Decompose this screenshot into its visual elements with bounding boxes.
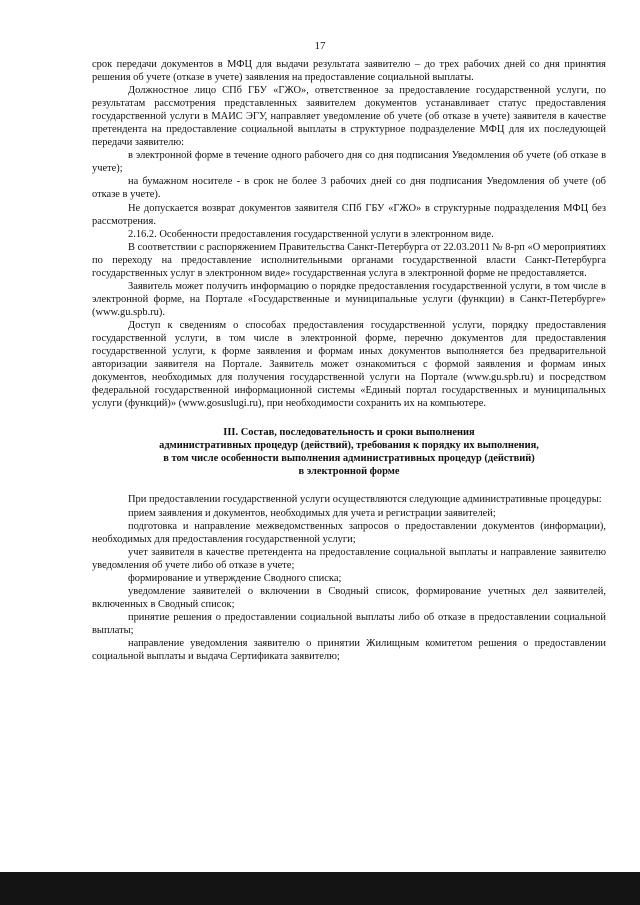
paragraph: Не допускается возврат документов заявителя СПб ГБУ «ГЖО» в структурные подразделения МФЦ без рассмотрения. — [92, 202, 606, 227]
list-item: формирование и утверждение Сводного списка; — [128, 572, 342, 584]
section-heading-line: административных процедур (действий), требования к порядку их выполнения, — [159, 440, 539, 452]
paragraph: Должностное лицо СПб ГБУ «ГЖО», ответственное за предоставление государственной услуги, по результатам рассмотрения представленных заявителем документов устанавливает статус предоставления государственной услуги в МАИС ЭГУ, направляет уведомление об учете (об отказе в учете) заявителя в качестве претендента на предоставление социальной выплаты в структурное подразделение МФЦ для их последующей передачи заявителю: — [92, 85, 606, 149]
list-item: уведомление заявителей о включении в Сводный список, формирование учетных дел заявителей, включенных в Сводный список; — [92, 585, 606, 610]
paragraph: срок передачи документов в МФЦ для выдачи результата заявителю – до трех рабочих дней со дня принятия решения об учете (отказе в учете) заявления на предоставление социальной выплаты. — [92, 59, 606, 84]
list-item: направление уведомления заявителю о принятии Жилищным комитетом решения о предоставлении социальной выплаты и выдача Сертификата заявителю; — [92, 637, 606, 663]
list-item: подготовка и направление межведомственных запросов о предоставлении документов (информации), необходимых для предоставления государственной услуги; — [92, 520, 606, 545]
section-heading-line: в электронной форме — [298, 466, 400, 478]
paragraph: В соответствии с распоряжением Правительства Санкт-Петербурга от 22.03.2011 № 8-рп «О мероприятиях по переходу на предоставление исполнительными органами государственной власти Санкт-Петербурга государственных услуг в электронном виде» государственная услуга в электронной форме не предоставляется. — [92, 241, 606, 279]
list-item: прием заявления и документов, необходимых для учета и регистрации заявителей; — [128, 507, 496, 519]
paragraph: в электронной форме в течение одного рабочего дня со дня подписания Уведомления об учете (об отказе в учете); — [92, 150, 606, 175]
section-heading-line: в том числе особенности выполнения административных процедур (действий) — [163, 453, 535, 465]
section-heading — [92, 426, 606, 478]
paragraph: Заявитель может получить информацию о порядке предоставления государственной услуги, в том числе в электронной форме, на Портале «Государственные и муниципальные услуги (функции) в Санкт-Петербурге» (www.gu.spb.ru). — [92, 280, 606, 318]
section-heading-line: III. Состав, последовательность и сроки выполнения — [223, 427, 475, 439]
paragraph: 2.16.2. Особенности предоставления государственной услуги в электронном виде. — [128, 228, 494, 240]
paragraph: на бумажном носителе - в срок не более 3 рабочих дней со дня подписания Уведомления об учете (об отказе в учете). — [92, 176, 606, 201]
paragraph: Доступ к сведениям о способах предоставления государственной услуги, порядку предоставления государственной услуги, в том числе в электронной форме, перечню документов для предоставления государственной услуги, к форме заявления и формам иных документов выполняется без предварительной авторизации заявителя на Портале. Заявитель может ознакомиться с формой заявления и формам иных документов, необходимых для получения государственной услуги на Портале (www.gu.spb.ru) и посредством федеральной государственной информационной системы «Единый портал государственных и муниципальных услуги (функций)» (www.gosuslugi.ru), при необходимости сохранить их на компьютере. — [92, 319, 606, 410]
paragraph: При предоставлении государственной услуги осуществляются следующие административные процедуры: — [128, 494, 602, 506]
list-item: учет заявителя в качестве претендента на предоставление социальной выплаты и направление заявителю уведомления об учете либо об отказе в учете; — [92, 546, 606, 571]
scan-bottom-edge — [0, 872, 640, 905]
list-item: принятие решения о предоставлении социальной выплаты либо об отказе в предоставлении социальной выплаты; — [92, 611, 606, 636]
page-number: 17 — [314, 40, 326, 52]
document-body — [92, 58, 606, 663]
